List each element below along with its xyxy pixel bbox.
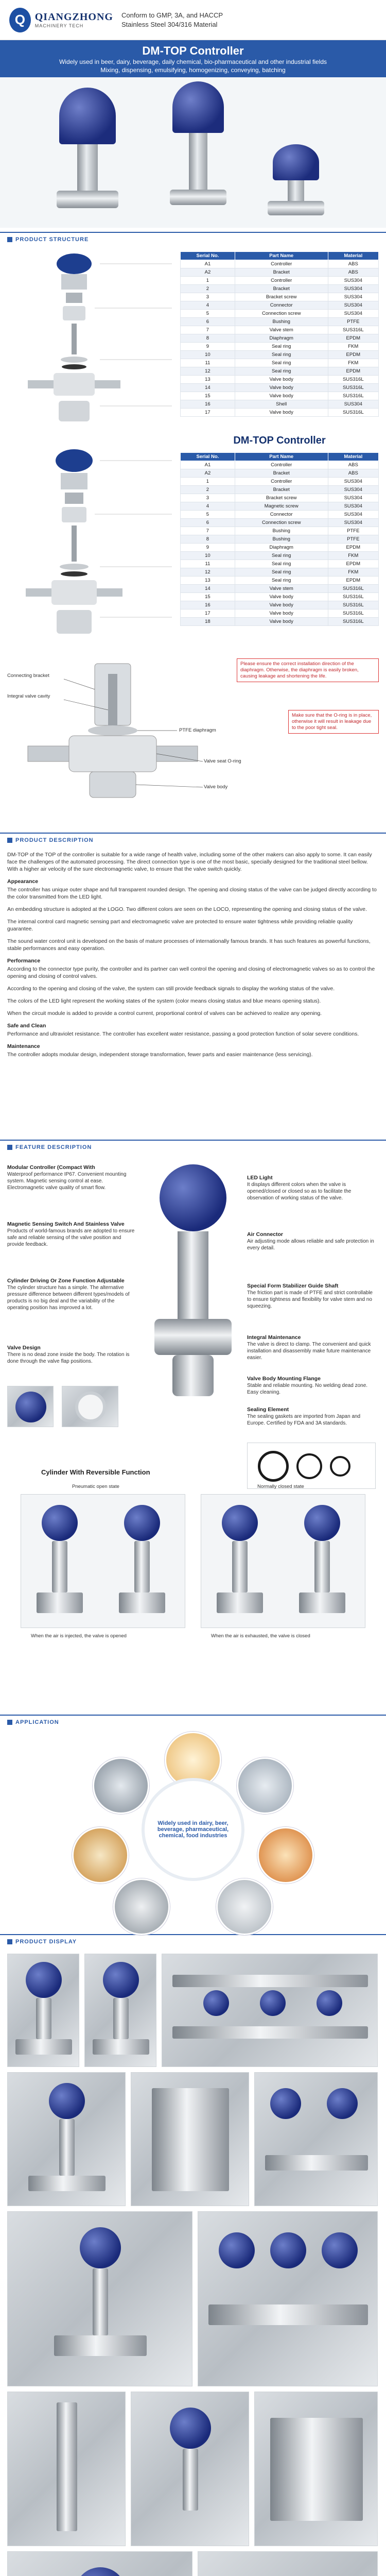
hero-valve-right: [268, 144, 324, 222]
exploded-diagram-2: [7, 447, 177, 643]
section-display: [0, 1934, 386, 1948]
table-cell: Seal ring: [235, 568, 328, 577]
table-cell: 8: [181, 535, 235, 544]
detail-controller-photo: [7, 1386, 54, 1427]
table-cell: 5: [181, 310, 235, 318]
desc-performance: According to the connector type purity, the controller and its partner can well control the opening and closing of electromagnetic valves so as to control the opening and closing of control valves.: [7, 966, 375, 979]
table-cell: SUS304: [328, 293, 378, 301]
table-cell: 3: [181, 293, 235, 301]
feature-valve-image: [154, 1164, 232, 1406]
table-header: Part Name: [235, 252, 328, 260]
title-line-1: Widely used in beer, dairy, beverage, daily chemical, bio-pharmaceutical and other industrial fields: [59, 58, 327, 65]
label-integral-cavity: Integral valve cavity: [7, 693, 50, 699]
table-cell: Connector: [235, 511, 328, 519]
table-header: Material: [328, 252, 378, 260]
table-cell: Bracket screw: [235, 293, 328, 301]
feature-magnetic-switch: Magnetic Sensing Switch And Stainless Valve Products of world-famous brands are adopted to ensure safe and reliable sensing of the valve position and provide feedback.: [7, 1221, 135, 1247]
section-structure-title: PRODUCT STRUCTURE: [15, 236, 89, 243]
desc-intro: DM-TOP of the TOP of the controller is suitable for a wide range of health valve, including some of the other makers can also apply to some. It can easily face the challenges of the automated processing. The direct connection type is one of the most basic, specially designed for the traditional steel bellow. With a higher air velocity of the sure electromagnetic valve, to ensure that the valve switch quickly.: [7, 852, 372, 872]
table-cell: EPDM: [328, 367, 378, 376]
table-cell: Bracket: [235, 469, 328, 478]
table-cell: A1: [181, 461, 235, 469]
display-photo-8: [198, 2211, 378, 2386]
table-cell: 12: [181, 367, 235, 376]
table-row: [181, 601, 379, 609]
table-cell: Diaphragm: [235, 544, 328, 552]
table-row: [181, 478, 379, 486]
desc-performance-d: When the circuit module is added to provide a control current, proportional control of valves can be achieved to realize any opening.: [7, 1010, 322, 1016]
hero-valve-left: [57, 88, 118, 222]
table-cell: 9: [181, 544, 235, 552]
table-cell: Bracket: [235, 285, 328, 293]
app-brewery-image: [237, 1757, 293, 1814]
table-cell: Bushing: [235, 527, 328, 535]
table-cell: 1: [181, 277, 235, 285]
table-row: [181, 585, 379, 593]
table-cell: FKM: [328, 359, 378, 367]
table-cell: Bracket screw: [235, 494, 328, 502]
table-cell: 13: [181, 577, 235, 585]
table-cell: 15: [181, 392, 235, 400]
desc-appearance-d: The sound water control unit is developed on the basis of mature processes of internationally famous brands. It has such features as powerful functions, stable performances and easy operation.: [7, 938, 371, 952]
table-cell: 4: [181, 502, 235, 511]
table-row: [181, 277, 379, 285]
table-cell: 16: [181, 601, 235, 609]
table-cell: 7: [181, 527, 235, 535]
table-row: [181, 409, 379, 417]
section-display-title: PRODUCT DISPLAY: [15, 1939, 77, 1945]
desc-safe: Performance and ultraviolet resistance. The controller has excellent water resistance, passing a good protection function of solar severe conditions.: [7, 1031, 359, 1037]
table-header: Part Name: [235, 453, 328, 461]
header-line-1: Conform to GMP, 3A, and HACCP: [121, 11, 223, 19]
table-cell: SUS304: [328, 519, 378, 527]
label-valve-body: Valve body: [204, 784, 228, 790]
display-photo-7: [7, 2211, 192, 2386]
section-application: [0, 1715, 386, 1729]
display-photo-1: [7, 1954, 79, 2067]
table-row: [181, 359, 379, 367]
app-tank-image: [93, 1757, 149, 1814]
table-cell: 13: [181, 376, 235, 384]
table-row: [181, 568, 379, 577]
table-row: [181, 544, 379, 552]
table-cell: SUS316L: [328, 609, 378, 618]
table-cell: Valve body: [235, 384, 328, 392]
feature-cylinder-driving: Cylinder Driving Or Zone Function Adjustable The cylinder structure has a simple. The alternative pressure difference between different types/models of products is no big deal and the variability of the operating position has improved a lot.: [7, 1278, 130, 1311]
table-cell: 3: [181, 494, 235, 502]
table-cell: SUS304: [328, 301, 378, 310]
table-cell: 10: [181, 351, 235, 359]
table-row: [181, 367, 379, 376]
table-row: [181, 343, 379, 351]
table-cell: 16: [181, 400, 235, 409]
table-cell: Valve body: [235, 618, 328, 626]
table-row: [181, 609, 379, 618]
table-cell: Valve body: [235, 601, 328, 609]
structure-section: [0, 246, 386, 828]
label-valve-seat-oring: Valve seat O-ring: [204, 758, 241, 764]
brand-name: QIANGZHONG: [34, 11, 113, 23]
table-cell: Bracket: [235, 486, 328, 494]
table-cell: Connection screw: [235, 519, 328, 527]
title-line-2: Mixing, dispensing, emulsifying, homogenizing, conveying, batching: [100, 66, 286, 74]
application-center: [142, 1778, 244, 1881]
table-row: [181, 519, 379, 527]
parts-table-2: [180, 452, 379, 626]
page-title: DM-TOP Controller: [142, 44, 244, 57]
table-row: [181, 318, 379, 326]
cylinder-title: Cylinder With Reversible Function: [41, 1468, 150, 1476]
table-row: [181, 326, 379, 334]
application-wheel: [0, 1729, 386, 1930]
table-cell: 15: [181, 593, 235, 601]
section-description-title: PRODUCT DESCRIPTION: [15, 837, 94, 843]
feature-valve-design: Valve Design There is no dead zone inside the body. The rotation is done through the valve flap positions.: [7, 1345, 130, 1364]
feature-integral-maintenance: Integral Maintenance The valve is direct to clamp. The convenient and quick installation and disassembly make future maintenance easier.: [247, 1334, 371, 1361]
table-cell: 1: [181, 478, 235, 486]
section-description: [0, 833, 386, 847]
desc-appearance-title: Appearance: [7, 878, 39, 885]
table-cell: 17: [181, 609, 235, 618]
table-cell: Valve stem: [235, 585, 328, 593]
table-cell: SUS316L: [328, 593, 378, 601]
desc-appearance-c: The internal control card magnetic sensing part and electromagnetic valve are protected to ensure water tightness while providing reliable quality guarantee.: [7, 919, 353, 932]
table-cell: EPDM: [328, 544, 378, 552]
table-cell: Connector: [235, 301, 328, 310]
table-row: [181, 560, 379, 568]
table-row: [181, 502, 379, 511]
display-photo-4: [7, 2072, 126, 2206]
table-cell: Seal ring: [235, 351, 328, 359]
table-cell: 11: [181, 359, 235, 367]
table-row: [181, 511, 379, 519]
cylinder-open-label: Pneumatic open state: [72, 1484, 119, 1489]
table-cell: PTFE: [328, 318, 378, 326]
table-cell: Seal ring: [235, 367, 328, 376]
table-row: [181, 384, 379, 392]
table-cell: PTFE: [328, 527, 378, 535]
table-row: [181, 293, 379, 301]
table-header: Serial No.: [181, 252, 235, 260]
table-row: [181, 392, 379, 400]
desc-performance-b: According to the opening and closing of the valve, the system can still provide feedback signals to display the working status of the valve.: [7, 986, 335, 992]
desc-performance-c: The colors of the LED light represent the working states of the system (color means closing status and blue means opening status).: [7, 998, 321, 1004]
display-photo-9: [7, 2392, 126, 2546]
table-cell: Bushing: [235, 535, 328, 544]
table-row: [181, 334, 379, 343]
title-bar: [0, 40, 386, 77]
table-cell: SUS316L: [328, 376, 378, 384]
table-cell: EPDM: [328, 351, 378, 359]
table-cell: FKM: [328, 552, 378, 560]
table-cell: Valve body: [235, 376, 328, 384]
table-cell: SUS304: [328, 478, 378, 486]
table-cell: SUS316L: [328, 409, 378, 417]
table-cell: Magnetic screw: [235, 502, 328, 511]
table-row: [181, 400, 379, 409]
desc-performance-title: Performance: [7, 958, 41, 964]
table-cell: SUS316L: [328, 392, 378, 400]
table-row: [181, 527, 379, 535]
table-cell: SUS304: [328, 310, 378, 318]
table-cell: Seal ring: [235, 552, 328, 560]
table-cell: Controller: [235, 260, 328, 268]
table-cell: SUS304: [328, 502, 378, 511]
table-cell: SUS304: [328, 494, 378, 502]
display-photo-12: [7, 2551, 192, 2576]
display-photo-10: [131, 2392, 249, 2546]
table-cell: 10: [181, 552, 235, 560]
app-chemical-image: [113, 1878, 170, 1935]
cylinder-closed-caption: When the air is exhausted, the valve is closed: [211, 1633, 310, 1639]
table-row: [181, 618, 379, 626]
table-cell: Seal ring: [235, 577, 328, 585]
table-header: Serial No.: [181, 453, 235, 461]
table-cell: 6: [181, 519, 235, 527]
table-cell: 2: [181, 285, 235, 293]
table-cell: FKM: [328, 568, 378, 577]
table-cell: FKM: [328, 343, 378, 351]
display-photo-3: [162, 1954, 378, 2067]
table-cell: Shell: [235, 400, 328, 409]
feature-modular-controller: Modular Controller (Compact With Waterproof performance IP67. Convenient mounting system. Magnetic sensing control at ease. Electromagnetic valve quality of smart flow.: [7, 1164, 127, 1191]
table-row: [181, 535, 379, 544]
table-cell: A1: [181, 260, 235, 268]
table-cell: 17: [181, 409, 235, 417]
table-cell: EPDM: [328, 560, 378, 568]
cylinder-open-caption: When the air is injected, the valve is opened: [31, 1633, 127, 1639]
table-cell: SUS316L: [328, 601, 378, 609]
note-diaphragm: Please ensure the correct installation direction of the diaphragm. Otherwise, the diaphragm is easily broken, causing leakage and shortening the life.: [237, 658, 379, 682]
header-line-2: Stainless Steel 304/316 Material: [121, 20, 218, 28]
section-application-title: APPLICATION: [15, 1719, 59, 1725]
section-structure: [0, 232, 386, 246]
table-row: [181, 285, 379, 293]
desc-maintenance: The controller adopts modular design, independent storage transformation, fewer parts and easier maintenance (less servicing).: [7, 1052, 313, 1058]
table-cell: SUS304: [328, 277, 378, 285]
table-cell: SUS304: [328, 486, 378, 494]
note-oring: Make sure that the O-ring is in place, otherwise it will result in leakage due to the poor tight seal.: [288, 710, 379, 734]
product-gallery: [0, 1948, 386, 2576]
table-cell: 18: [181, 618, 235, 626]
section-features: [0, 1140, 386, 1154]
app-pharma-image: [216, 1878, 273, 1935]
table-cell: ABS: [328, 461, 378, 469]
table-row: [181, 301, 379, 310]
table-cell: A2: [181, 469, 235, 478]
table-cell: SUS316L: [328, 384, 378, 392]
table-cell: Controller: [235, 461, 328, 469]
table-cell: Valve stem: [235, 326, 328, 334]
label-connecting-bracket: Connecting bracket: [7, 673, 49, 679]
table-row: [181, 469, 379, 478]
table-cell: EPDM: [328, 577, 378, 585]
table-cell: SUS304: [328, 285, 378, 293]
table-cell: Seal ring: [235, 560, 328, 568]
table-cell: 8: [181, 334, 235, 343]
table-row: [181, 577, 379, 585]
brand-logo[interactable]: [0, 0, 113, 40]
table-row: [181, 552, 379, 560]
desc-appearance-b: An embedding structure is adopted at the LOGO. Two different colors are seen on the LOCO, representing the opening and closing status of the valve.: [7, 906, 367, 912]
table-cell: 4: [181, 301, 235, 310]
table-cell: Connection screw: [235, 310, 328, 318]
cylinder-open-image: [21, 1494, 185, 1628]
table-cell: 14: [181, 585, 235, 593]
table-cell: Valve body: [235, 409, 328, 417]
table-cell: Controller: [235, 277, 328, 285]
hero-image: [0, 77, 386, 228]
table-cell: PTFE: [328, 535, 378, 544]
header-claims: [113, 11, 386, 29]
display-photo-13: [198, 2551, 378, 2576]
table-cell: SUS316L: [328, 585, 378, 593]
table-row: [181, 351, 379, 359]
exploded-diagram-1: [7, 251, 177, 432]
table-cell: Valve body: [235, 593, 328, 601]
brand-sub: MACHINERY TECH: [34, 23, 84, 28]
table-cell: ABS: [328, 260, 378, 268]
detail-seal-rings-photo: [247, 1443, 376, 1489]
display-photo-11: [254, 2392, 378, 2546]
table-cell: Seal ring: [235, 359, 328, 367]
feature-air-connector: Air Connector Air adjusting mode allows reliable and safe protection in every detail.: [247, 1231, 374, 1251]
table-row: [181, 593, 379, 601]
header: [0, 0, 386, 40]
desc-safe-title: Safe and Clean: [7, 1023, 46, 1029]
table-cell: 14: [181, 384, 235, 392]
desc-appearance: The controller has unique outer shape and full transparent rounded design. The opening and closing status of the valve can be judged directly according to the color transmitted from the LED light.: [7, 887, 377, 900]
table-row: [181, 260, 379, 268]
table-cell: SUS304: [328, 511, 378, 519]
table-cell: 12: [181, 568, 235, 577]
table-cell: 6: [181, 318, 235, 326]
cutaway-diagram: [7, 658, 275, 808]
controller-title: DM-TOP Controller: [233, 435, 326, 446]
label-ptfe-diaphragm: PTFE diaphragm: [179, 727, 216, 733]
table-cell: Bracket: [235, 268, 328, 277]
feature-sealing-element: Sealing Element The sealing gaskets are imported from Japan and Europe. Certified by FDA and 3A standards.: [247, 1406, 361, 1426]
desc-maintenance-title: Maintenance: [7, 1043, 40, 1049]
table-cell: Valve body: [235, 609, 328, 618]
table-cell: Bushing: [235, 318, 328, 326]
table-cell: 2: [181, 486, 235, 494]
table-cell: EPDM: [328, 334, 378, 343]
feature-mounting-flange: Valve Body Mounting Flange Stable and reliable mounting. No welding dead zone. Easy cleaning.: [247, 1376, 368, 1395]
hero-valve-center: [170, 81, 226, 221]
app-food-image: [72, 1827, 129, 1884]
table-cell: ABS: [328, 469, 378, 478]
table-cell: SUS316L: [328, 326, 378, 334]
feature-guide-shaft: Special Form Stabilizer Guide Shaft The friction part is made of PTFE and strict controllable to ensure tightness and flexibility for valve stem and no squeezing.: [247, 1283, 373, 1309]
table-cell: Seal ring: [235, 343, 328, 351]
features-section: [0, 1154, 386, 1710]
app-beverage-image: [257, 1827, 314, 1884]
table-row: [181, 268, 379, 277]
parts-table-1: [180, 251, 379, 417]
logo-mark: Q: [9, 8, 31, 32]
table-cell: 5: [181, 511, 235, 519]
table-cell: Diaphragm: [235, 334, 328, 343]
detail-diaphragm-photo: [62, 1386, 118, 1427]
application-center-text: Widely used in dairy, beer, beverage, pharmaceutical, chemical, food industries: [157, 1820, 229, 1839]
table-row: [181, 486, 379, 494]
table-cell: ABS: [328, 268, 378, 277]
table-cell: 9: [181, 343, 235, 351]
cylinder-closed-label: Normally closed state: [257, 1484, 304, 1489]
table-row: [181, 310, 379, 318]
cylinder-closed-image: [201, 1494, 365, 1628]
table-row: [181, 494, 379, 502]
description-text: [0, 847, 386, 1136]
feature-led-light: LED Light It displays different colors when the valve is opened/closed or closed so as to facilitate the observation of working status of the valve.: [247, 1175, 352, 1201]
table-cell: SUS304: [328, 400, 378, 409]
table-row: [181, 376, 379, 384]
display-photo-6: [254, 2072, 378, 2206]
table-cell: Controller: [235, 478, 328, 486]
section-features-title: FEATURE DESCRIPTION: [15, 1144, 92, 1150]
table-cell: Valve body: [235, 392, 328, 400]
table-row: [181, 461, 379, 469]
table-header: Material: [328, 453, 378, 461]
display-photo-2: [84, 1954, 156, 2067]
table-cell: 7: [181, 326, 235, 334]
display-photo-5: [131, 2072, 249, 2206]
table-cell: SUS316L: [328, 618, 378, 626]
table-cell: 11: [181, 560, 235, 568]
table-cell: A2: [181, 268, 235, 277]
